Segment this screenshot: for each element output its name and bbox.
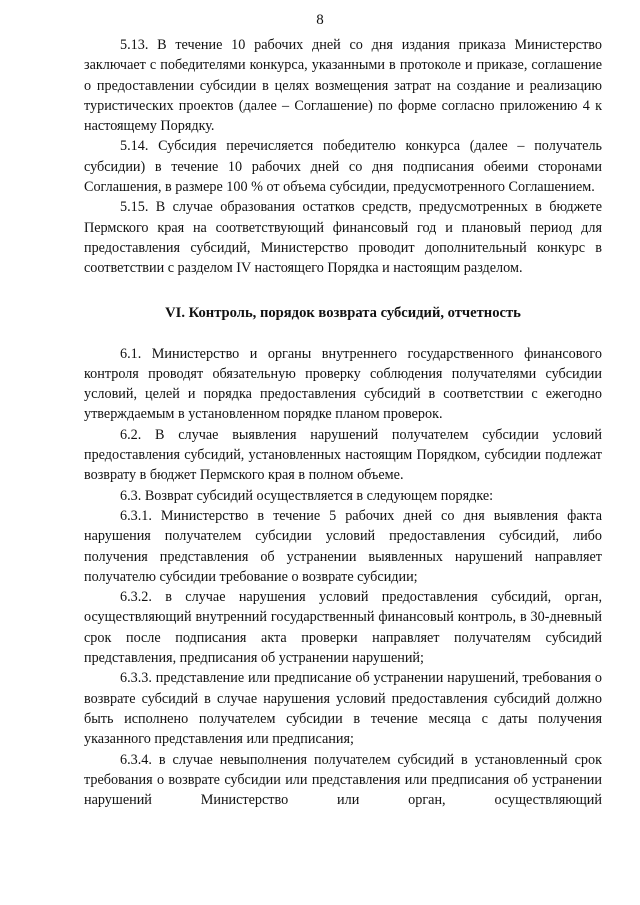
paragraph-6-1: 6.1. Министерство и органы внутреннего государственного финансового контроля проводят обязательную проверку соблюдения получателями субсидии условий, целей и порядка предоставления субсидий в соответствии с ежегодно утверждаемым в установленном порядке планом проверок.: [84, 345, 602, 423]
document-body: [84, 35, 602, 810]
paragraph-5-15: 5.15. В случае образования остатков средств, предусмотренных в бюджете Пермского края на соответствующий финансовый год и плановый период для предоставления субсидий, Министерство проводит дополнительный конкурс в соответствии с разделом IV настоящего Порядка и настоящим разделом.: [84, 199, 602, 277]
paragraph-6-3-3: 6.3.3. представление или предписание об устранении нарушений, требования о возврате субсидий в случае нарушения условий предоставления субсидий должно быть исполнено получателем субсидии в течение месяца с даты получения указанного представления или предписания;: [84, 670, 602, 748]
paragraph-6-3-4: 6.3.4. в случае невыполнения получателем субсидий в установленный срок требования о возврате субсидии или представления или предписания об устранении нарушений Министерство или орган, осуществляющий: [84, 751, 602, 809]
paragraph-6-3-2: 6.3.2. в случае нарушения условий предоставления субсидий, орган, осуществляющий внутренний государственный финансовый контроль, в 30-дневный срок после подписания акта проверки направляет получателям субсидий представления, предписания об устранении нарушений;: [84, 589, 602, 667]
section-title: VI. Контроль, порядок возврата субсидий, отчетность: [165, 304, 521, 321]
paragraph-6-3-1: 6.3.1. Министерство в течение 5 рабочих дней со дня выявления факта нарушения получателем субсидии условий предоставления субсидий, либо получения представления об устранении выявленных нарушений направляет получателю субсидии требование о возврате субсидии;: [84, 507, 602, 585]
paragraph-5-13: 5.13. В течение 10 рабочих дней со дня издания приказа Министерство заключает с победителями конкурса, указанными в протоколе и приказе, соглашение о предоставлении субсидии в целях возмещения затрат на создание и реализацию туристических проектов (далее – Соглашение) по форме согласно приложению 4 к настоящему Порядку.: [84, 37, 602, 135]
paragraph-5-14: 5.14. Субсидия перечисляется победителю конкурса (далее – получатель субсидии) в течение 10 рабочих дней со дня подписания обеими сторонами Соглашения, в размере 100 % от объема субсидии, предусмотренного Соглашением.: [84, 138, 602, 196]
paragraph-6-2: 6.2. В случае выявления нарушений получателем субсидии условий предоставления субсидий, установленных настоящим Порядком, субсидии подлежат возврату в бюджет Пермского края в полном объеме.: [84, 426, 602, 484]
paragraph-6-3: 6.3. Возврат субсидий осуществляется в следующем порядке:: [120, 487, 494, 504]
page-number: 8: [316, 12, 324, 28]
